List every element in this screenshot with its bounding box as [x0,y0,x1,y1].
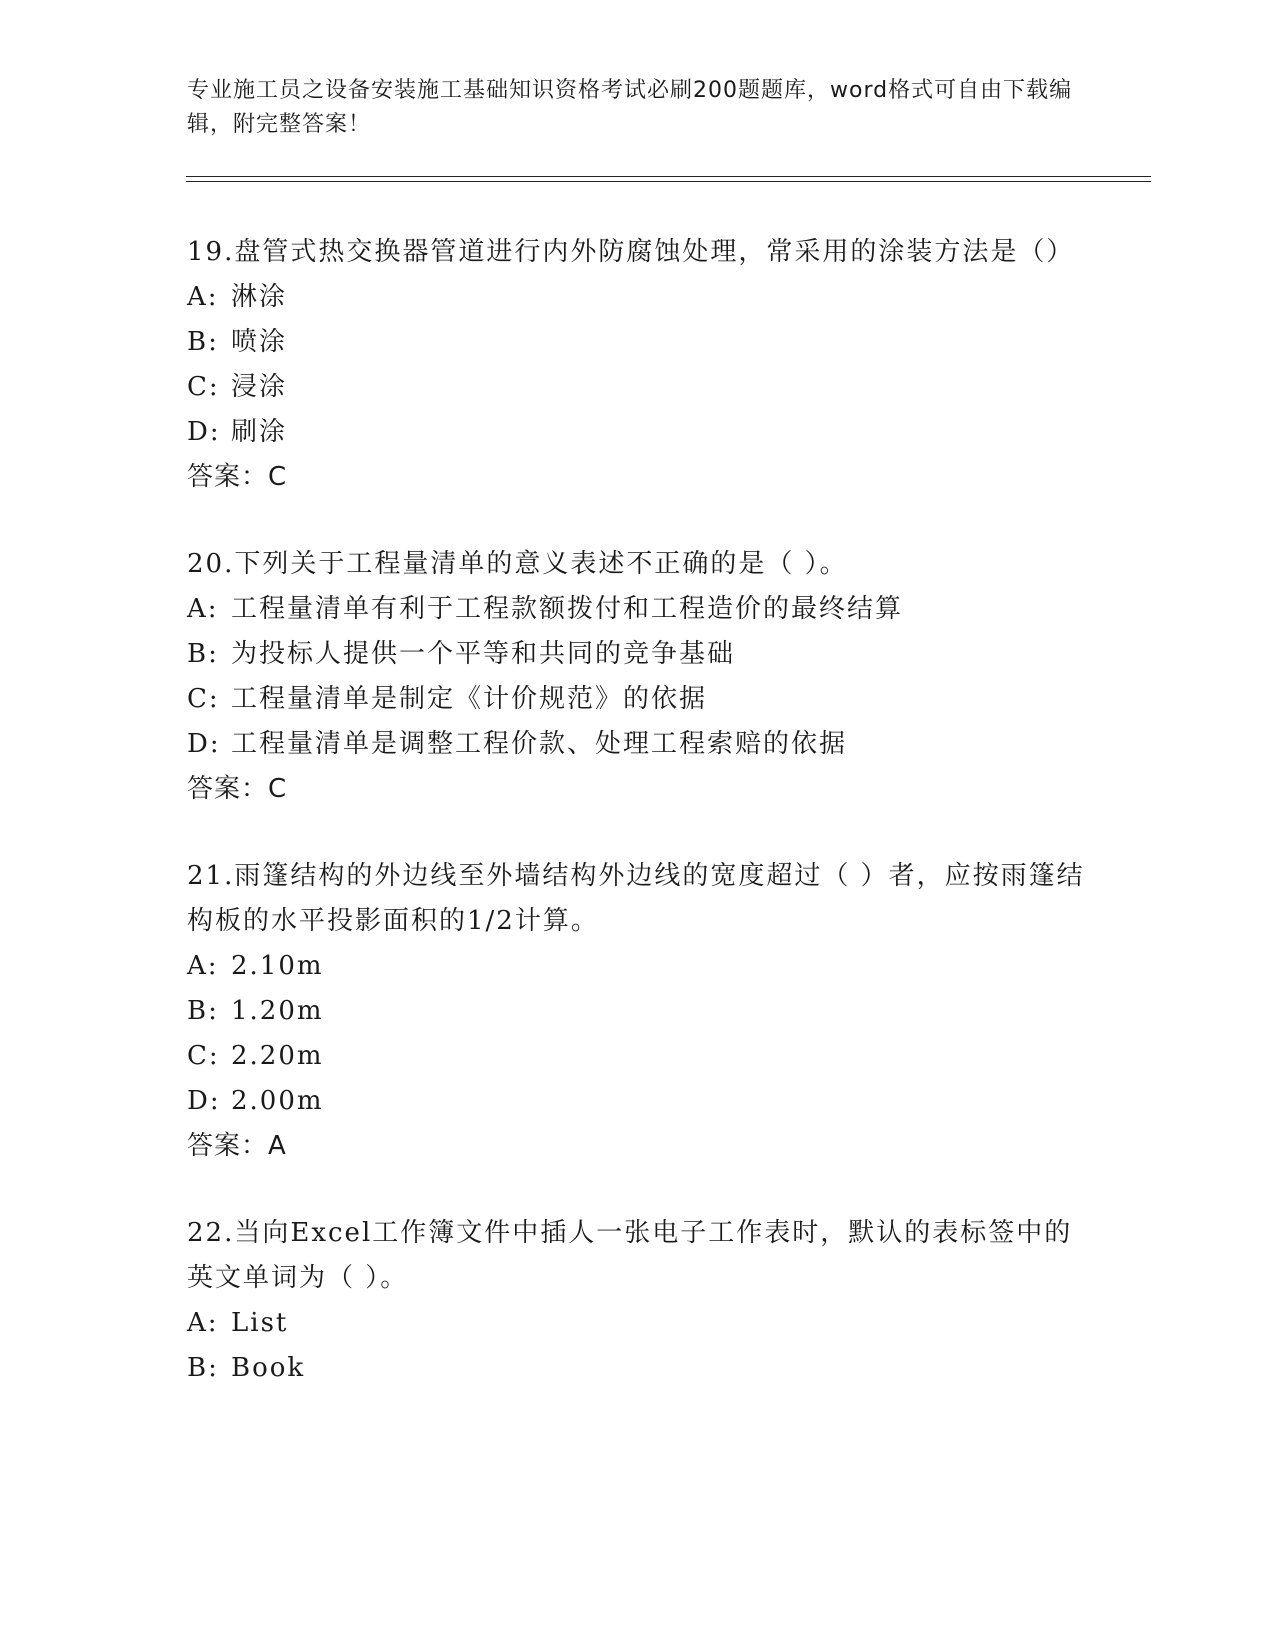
option-text: 2.10m [231,951,324,981]
option-letter: C: [187,1041,220,1071]
option-d [187,722,1087,767]
option-text: 浸涂 [231,372,288,402]
option-text: 工程量清单有利于工程款额拨付和工程造价的最终结算 [231,594,904,624]
option-text: 工程量清单是调整工程价款、处理工程索赔的依据 [231,729,848,759]
answer-line: 答案：C [187,462,288,492]
option-text: 淋涂 [231,282,288,312]
option-text: 2.00m [231,1086,324,1116]
option-d [187,410,1087,455]
question-20 [187,542,1087,812]
option-text: 刷涂 [231,417,288,447]
option-text: 喷涂 [231,327,288,357]
option-a [187,275,1087,320]
option-letter: D: [187,1086,221,1116]
option-c [187,677,1087,722]
document-header: 专业施工员之设备安装施工基础知识资格考试必刷200题题库，word格式可自由下载编辑，附完整答案！ [187,78,1073,137]
option-letter: B: [187,327,219,357]
question-stem: 21.雨篷结构的外边线至外墙结构外边线的宽度超过（ ）者，应按雨篷结构板的水平投影面积的1/2计算。 [187,861,1085,936]
option-b [187,632,1087,677]
option-letter: A: [187,1308,219,1338]
option-letter: C: [187,372,220,402]
option-letter: B: [187,639,219,669]
option-a [187,1301,1087,1346]
option-text: List [231,1308,289,1338]
option-b [187,989,1087,1034]
option-letter: D: [187,417,221,447]
header-rule-bottom [186,181,1151,182]
option-c [187,1034,1087,1079]
question-list [187,230,1087,1433]
option-letter: D: [187,729,221,759]
option-text: Book [231,1353,306,1383]
question-stem: 19.盘管式热交换器管道进行内外防腐蚀处理，常采用的涂装方法是（） [187,237,1075,267]
option-text: 2.20m [231,1041,324,1071]
question-21 [187,854,1087,1169]
question-19 [187,230,1087,500]
option-b [187,1346,1087,1391]
question-stem: 20.下列关于工程量清单的意义表述不正确的是（ ）。 [187,549,848,579]
question-22 [187,1211,1087,1391]
answer-line: 答案：A [187,1131,287,1161]
option-text: 1.20m [231,996,324,1026]
option-letter: A: [187,282,219,312]
option-a [187,944,1087,989]
option-text: 为投标人提供一个平等和共同的竞争基础 [231,639,736,669]
answer-line: 答案：C [187,774,288,804]
option-letter: A: [187,594,219,624]
option-d [187,1079,1087,1124]
option-a [187,587,1087,632]
option-text: 工程量清单是制定《计价规范》的依据 [231,684,708,714]
option-b [187,320,1087,365]
option-letter: B: [187,996,219,1026]
option-letter: C: [187,684,220,714]
question-stem: 22.当向Excel工作簿文件中插人一张电子工作表时，默认的表标签中的英文单词为（ ）。 [187,1218,1073,1293]
header-rule-top [186,176,1151,177]
option-letter: A: [187,951,219,981]
option-c [187,365,1087,410]
option-letter: B: [187,1353,219,1383]
